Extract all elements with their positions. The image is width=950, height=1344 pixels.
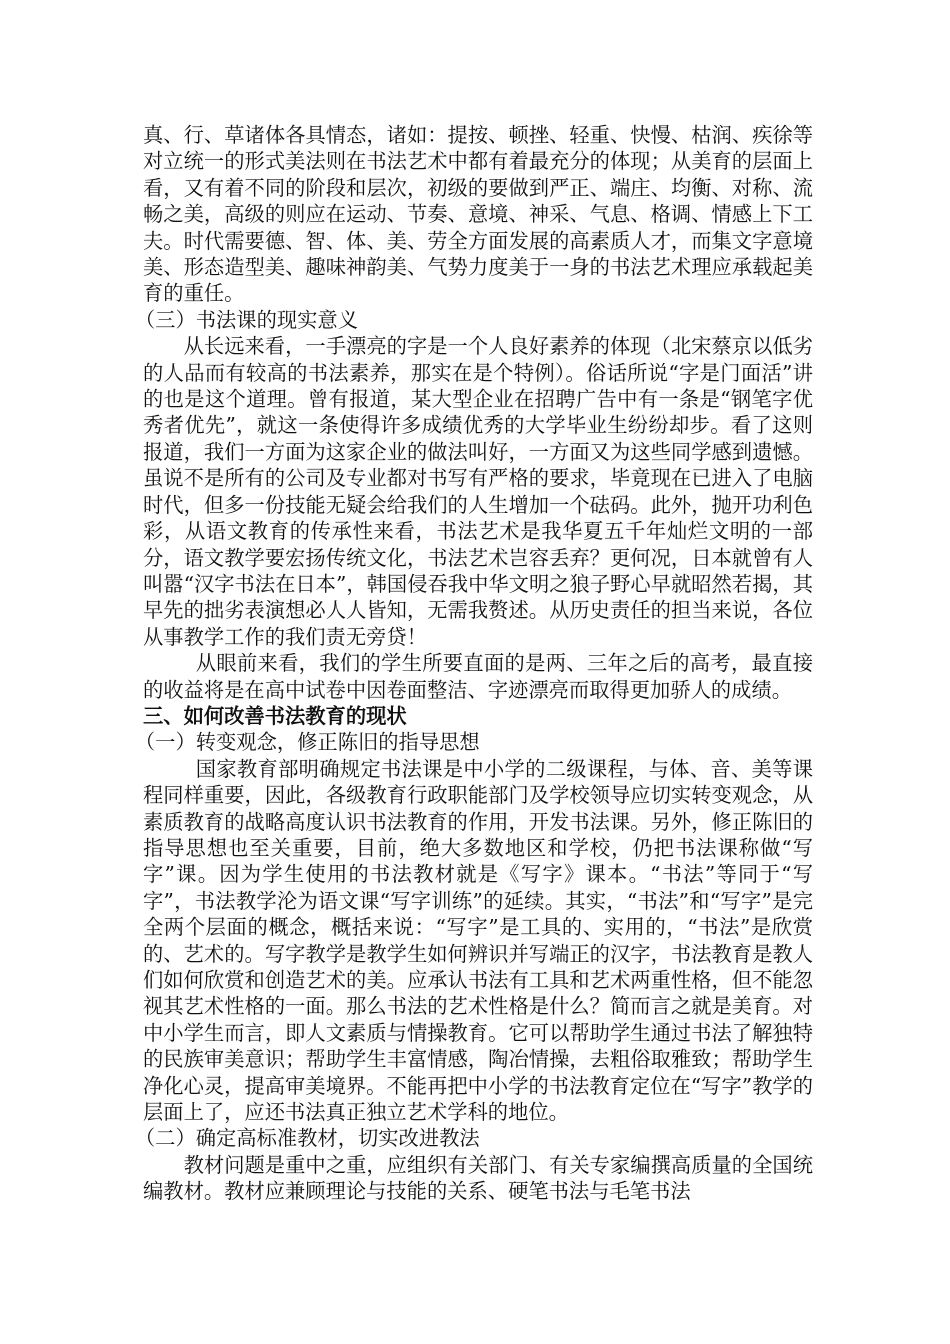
paragraph-textbooks: 教材问题是重中之重，应组织有关部门、有关专家编撰高质量的全国统编教材。教材应兼顾理论与技能的关系、硬笔书法与毛笔书法	[143, 1152, 813, 1204]
subheading-textbooks: （二）确定高标准教材，切实改进教法	[134, 1126, 480, 1151]
paragraph-change-concepts: 国家教育部明确规定书法课是中小学的二级课程，与体、音、美等课程同样重要，因此，各级教育行政职能部门及学校领导应切实转变观念，从素质教育的战略高度认识书法教育的作用，开发书法课。另外，修正陈旧的指导思想也至关重要，目前，绝大多数地区和学校，仍把书法课称做“写字”课。因为学生使用的书法教材就是《写字》课本。“书法”等同于“写字”，书法教学沦为语文课“写字训练”的延续。其实，“书法”和“写字”是完全两个层面的概念，概括来说：“写字”是工具的、实用的，“书法”是欣赏的、艺术的。写字教学是教学生如何辨识并写端正的汉字，书法教育是教人们如何欣赏和创造艺术的美。应承认书法有工具和艺术两重性格，但不能忽视其艺术性格的一面。那么书法的艺术性格是什么？简而言之就是美育。对中小学生而言，即人文素质与情操教育。它可以帮助学生通过书法了解独特的民族审美意识；帮助学生丰富情感，陶冶情操，去粗俗取雅致；帮助学生净化心灵，提高审美境界。不能再把中小学的书法教育定位在“写字”教学的层面上了，应还书法真正独立艺术学科的地位。	[143, 756, 813, 1125]
paragraph-aesthetic-education: 真、行、草诸体各具情态，诸如：提按、顿挫、轻重、快慢、枯润、疾徐等对立统一的形式美法则在书法艺术中都有着最充分的体现；从美育的层面上看，又有着不同的阶段和层次，初级的要做到严正、端庄、均衡、对称、流畅之美，高级的则应在运动、节奏、意境、神采、气息、格调、情感上下工夫。时代需要德、智、体、美、劳全方面发展的高素质人才，而集文字意境美、形态造型美、趣味神韵美、气势力度美于一身的书法艺术理应承载起美育的重任。	[143, 123, 813, 306]
document-page	[134, 122, 814, 1205]
paragraph-long-term-view: 从长远来看，一手漂亮的字是一个人良好素养的体现（北宋蔡京以低劣的人品而有较高的书法素养，那实在是个特例）。俗话所说“字是门面活”讲的也是这个道理。曾有报道，某大型企业在招聘广告中有一条是“钢笔字优秀者优先”，就这一条使得许多成绩优秀的大学毕业生纷纷却步。看了这则报道，我们一方面为这家企业的做法叫好，一方面又为这些同学感到遗憾。虽说不是所有的公司及专业都对书写有严格的要求，毕竟现在已进入了电脑时代，但多一份技能无疑会给我们的人生增加一个砝码。此外，抛开功利色彩，从语文教育的传承性来看，书法艺术是我华夏五千年灿烂文明的一部分，语文教学要宏扬传统文化，书法艺术岂容丢弃？更何况，日本就曾有人叫嚣“汉字书法在日本”，韩国侵吞我中华文明之狼子野心早就昭然若揭，其早先的拙劣表演想必人人皆知，无需我赘述。从历史责任的担当来说，各位从事教学工作的我们责无旁贷！	[143, 334, 814, 649]
section-heading-improve-status: 三、如何改善书法教育的现状	[143, 703, 407, 728]
subheading-change-concepts: （一）转变观念，修正陈旧的指导思想	[134, 730, 480, 755]
subheading-practical-significance: （三）书法课的现实意义	[134, 307, 358, 332]
paragraph-short-term-view: 从眼前来看，我们的学生所要直面的是两、三年之后的高考，最直接的收益将是在高中试卷中因卷面整洁、字迹漂亮而取得更加骄人的成绩。	[143, 651, 813, 702]
